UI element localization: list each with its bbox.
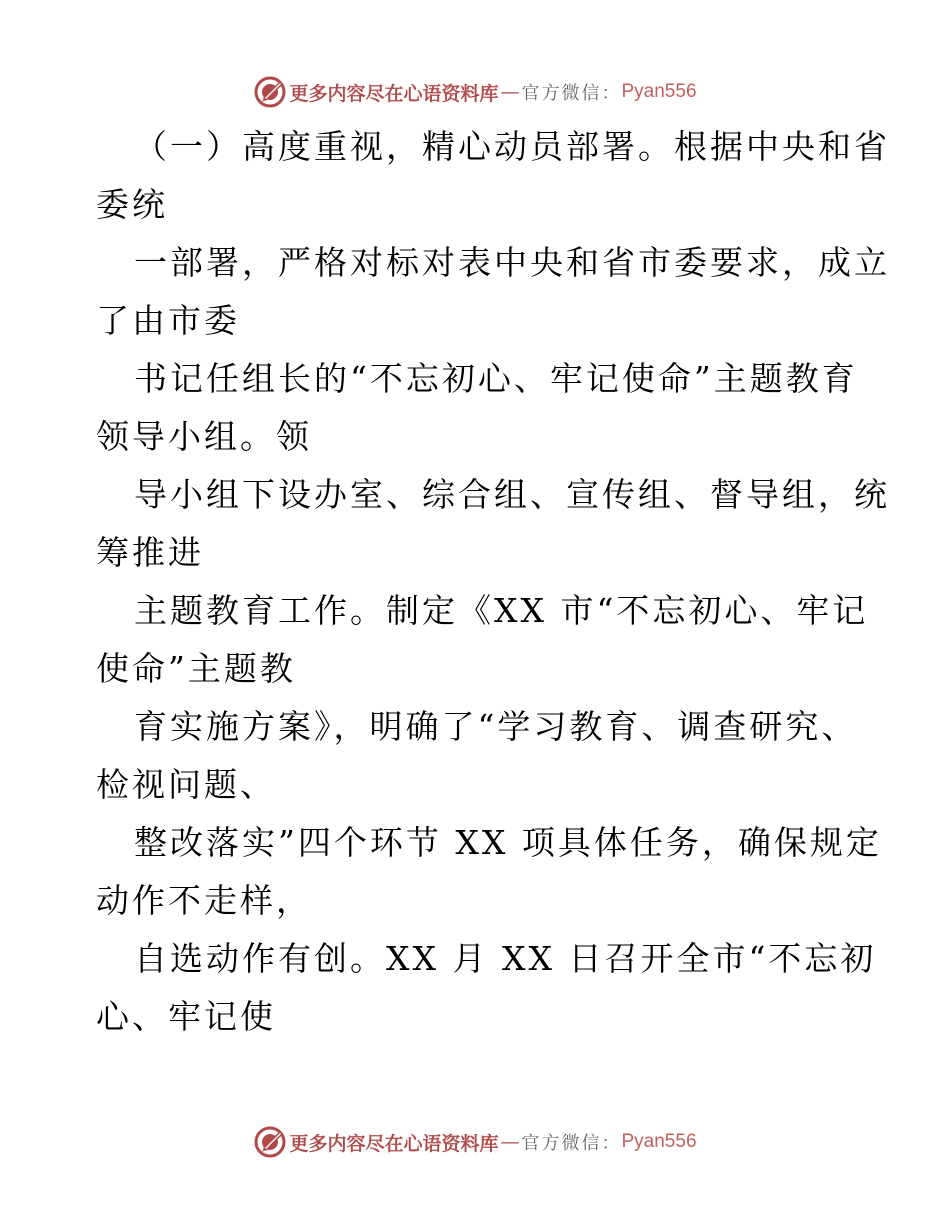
watermark-text: 更多内容尽在心语资料库 [289, 1132, 499, 1155]
watermark-label: 官方微信： [521, 1133, 622, 1154]
paragraph [96, 814, 882, 930]
paragraph-line: 筹推进 [96, 533, 204, 572]
watermark-dash: — [500, 1131, 520, 1153]
paragraph [96, 350, 856, 466]
watermark-label: 官方微信： [521, 83, 622, 104]
watermark-dash: — [500, 81, 520, 103]
paragraph-line: 领导小组。领 [96, 417, 312, 456]
paragraph [96, 930, 877, 1046]
footer-watermark [0, 1122, 950, 1162]
paragraph [96, 466, 890, 582]
paragraph-line: 了由市委 [96, 301, 240, 340]
paragraph-line: 检视问题、 [96, 765, 276, 804]
paragraph-line: 整改落实”四个环节 XX 项具体任务，确保规定 [134, 823, 882, 862]
paragraph-line: 使命”主题教 [96, 649, 296, 688]
paragraph-line: 心、牢记使 [96, 997, 276, 1036]
watermark-id: Pyan556 [621, 1131, 697, 1152]
paragraph-line: 一部署，严格对标对表中央和省市委要求，成立 [134, 243, 890, 282]
header-watermark [0, 72, 950, 112]
paragraph [96, 582, 869, 698]
document-body [96, 118, 890, 1046]
paragraph-line: 动作不走样， [96, 881, 312, 920]
watermark-text: 更多内容尽在心语资料库 [289, 82, 499, 105]
pen-logo-icon [253, 1125, 287, 1159]
paragraph-line: 书记任组长的“不忘初心、牢记使命”主题教育 [134, 359, 858, 398]
paragraph-line: 主题教育工作。制定《XX 市“不忘初心、牢记 [134, 591, 869, 630]
paragraph-line: （一）高度重视，精心动员部署。根据中央和省 [134, 127, 890, 166]
paragraph-line: 导小组下设办室、综合组、宣传组、督导组，统 [134, 475, 890, 514]
paragraph [96, 698, 856, 814]
paragraph [96, 234, 890, 350]
watermark-id: Pyan556 [621, 81, 697, 102]
pen-logo-icon [253, 75, 287, 109]
paragraph-line: 委统 [96, 185, 168, 224]
paragraph [96, 118, 890, 234]
paragraph-line: 育实施方案》，明确了“学习教育、调查研究、 [134, 707, 858, 746]
paragraph-line: 自选动作有创。XX 月 XX 日召开全市“不忘初 [134, 939, 877, 978]
